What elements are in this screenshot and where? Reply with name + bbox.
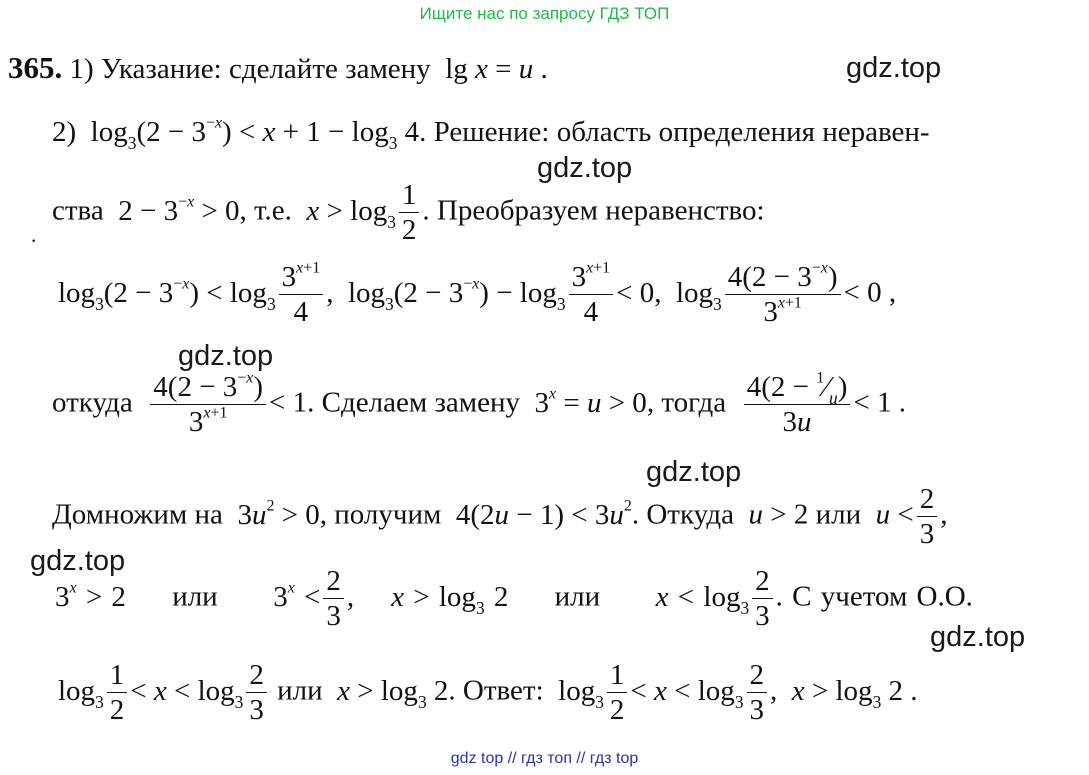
watermark: gdz.top bbox=[537, 152, 633, 184]
stray-dot: · bbox=[30, 228, 38, 253]
fraction: $\frac{1}{2}$ bbox=[107, 660, 128, 726]
watermark: gdz.top bbox=[846, 52, 942, 84]
problem-line-1: 365. 1) Указание: сделайте замену lg x = u . bbox=[8, 50, 548, 85]
search-hint-link[interactable]: Ищите нас по запросу ГДЗ ТОП bbox=[419, 4, 670, 23]
fraction: $\frac{3^{x+1}}{4}$ bbox=[279, 262, 324, 328]
problem-number: 365. bbox=[8, 50, 63, 85]
inequality-expr: $\log_3(2 - 3^{-x}) < x + 1 - \log_3 4$ bbox=[90, 114, 420, 153]
problem-line-3: ства $2 - 3^{-x} > 0$, т.е. $x > \log_3$ $\frac{1}{2}$ . Преобразуем неравенство: bbox=[52, 179, 765, 247]
footer-links[interactable]: gdz top // гдз топ // гдз top bbox=[450, 750, 639, 767]
hint-text: 1) Указание: сделайте замену bbox=[69, 53, 431, 85]
fraction: $\frac{1}{2}$ bbox=[399, 180, 420, 246]
fraction: $\frac{4(2 - ^1⁄_u)}{3u}$ bbox=[744, 372, 851, 438]
fraction: $\frac{4(2 - 3^{-x})}{3^{x+1}}$ bbox=[725, 262, 841, 328]
fraction: $\frac{2}{3}$ bbox=[246, 660, 267, 726]
fraction: $\frac{2}{3}$ bbox=[752, 566, 773, 632]
problem-line-7: $3^x > 2$ или $3^x$ < $\frac{2}{3}$ , $x > \log_3 2$ или $x < \log_3$ $\frac{2}{3}$ . С учетом О.О. bbox=[55, 565, 973, 633]
answer-label: . Ответ: bbox=[448, 674, 544, 707]
watermark: gdz.top bbox=[30, 545, 126, 577]
fraction: $\frac{2}{3}$ bbox=[917, 484, 938, 550]
substitution-expr: lg x = u bbox=[437, 53, 534, 85]
fraction: $\frac{2}{3}$ bbox=[747, 660, 768, 726]
problem-line-2: 2) $\log_3(2 - 3^{-x}) < x + 1 - \log_3 4$. Решение: область определения неравен- bbox=[52, 114, 930, 153]
problem-line-8: $\log_3$ $\frac{1}{2}$ < $x < \log_3$ $\frac{2}{3}$ или $x > \log_3 2$. Ответ: $\log_3$ $\frac{1}{2}$ < $x < \log_3$ $\frac{2}{3}$ , $x > \log_3 2$ . bbox=[58, 659, 918, 727]
problem-line-6: Домножим на $3u^2 > 0$, получим $4(2u - 1) < 3u^2$. Откуда u > 2 или u < $\frac{2}{3}$ , bbox=[52, 483, 948, 551]
solution-text: . Решение: область определения неравен- bbox=[419, 116, 930, 148]
fraction: $\frac{4(2 - 3^{-x})}{3^{x+1}}$ bbox=[150, 372, 266, 438]
watermark: gdz.top bbox=[178, 340, 274, 372]
fraction: $\frac{1}{2}$ bbox=[607, 660, 628, 726]
problem-line-4: $\log_3(2 - 3^{-x}) < \log_3$ $\frac{3^{x+1}}{4}$ , $\log_3(2 - 3^{-x}) - \log_3$ $\frac{3^{x+1}}{4}$ < 0, $\log_3$ $\frac{4(2 - 3^{-x})}{3^{x+1}}$ < 0 , bbox=[58, 259, 897, 329]
watermark: gdz.top bbox=[930, 621, 1026, 653]
watermark: gdz.top bbox=[646, 456, 742, 488]
fraction: $\frac{3^{x+1}}{4}$ bbox=[569, 262, 614, 328]
fraction: $\frac{2}{3}$ bbox=[323, 566, 344, 632]
problem-line-5: откуда $\frac{4(2 - 3^{-x})}{3^{x+1}}$ < 1. Сделаем замену $3^x = u > 0$, тогда $\frac{4(2 - ^1⁄_u)}{3u}$ < 1 . bbox=[52, 369, 906, 439]
